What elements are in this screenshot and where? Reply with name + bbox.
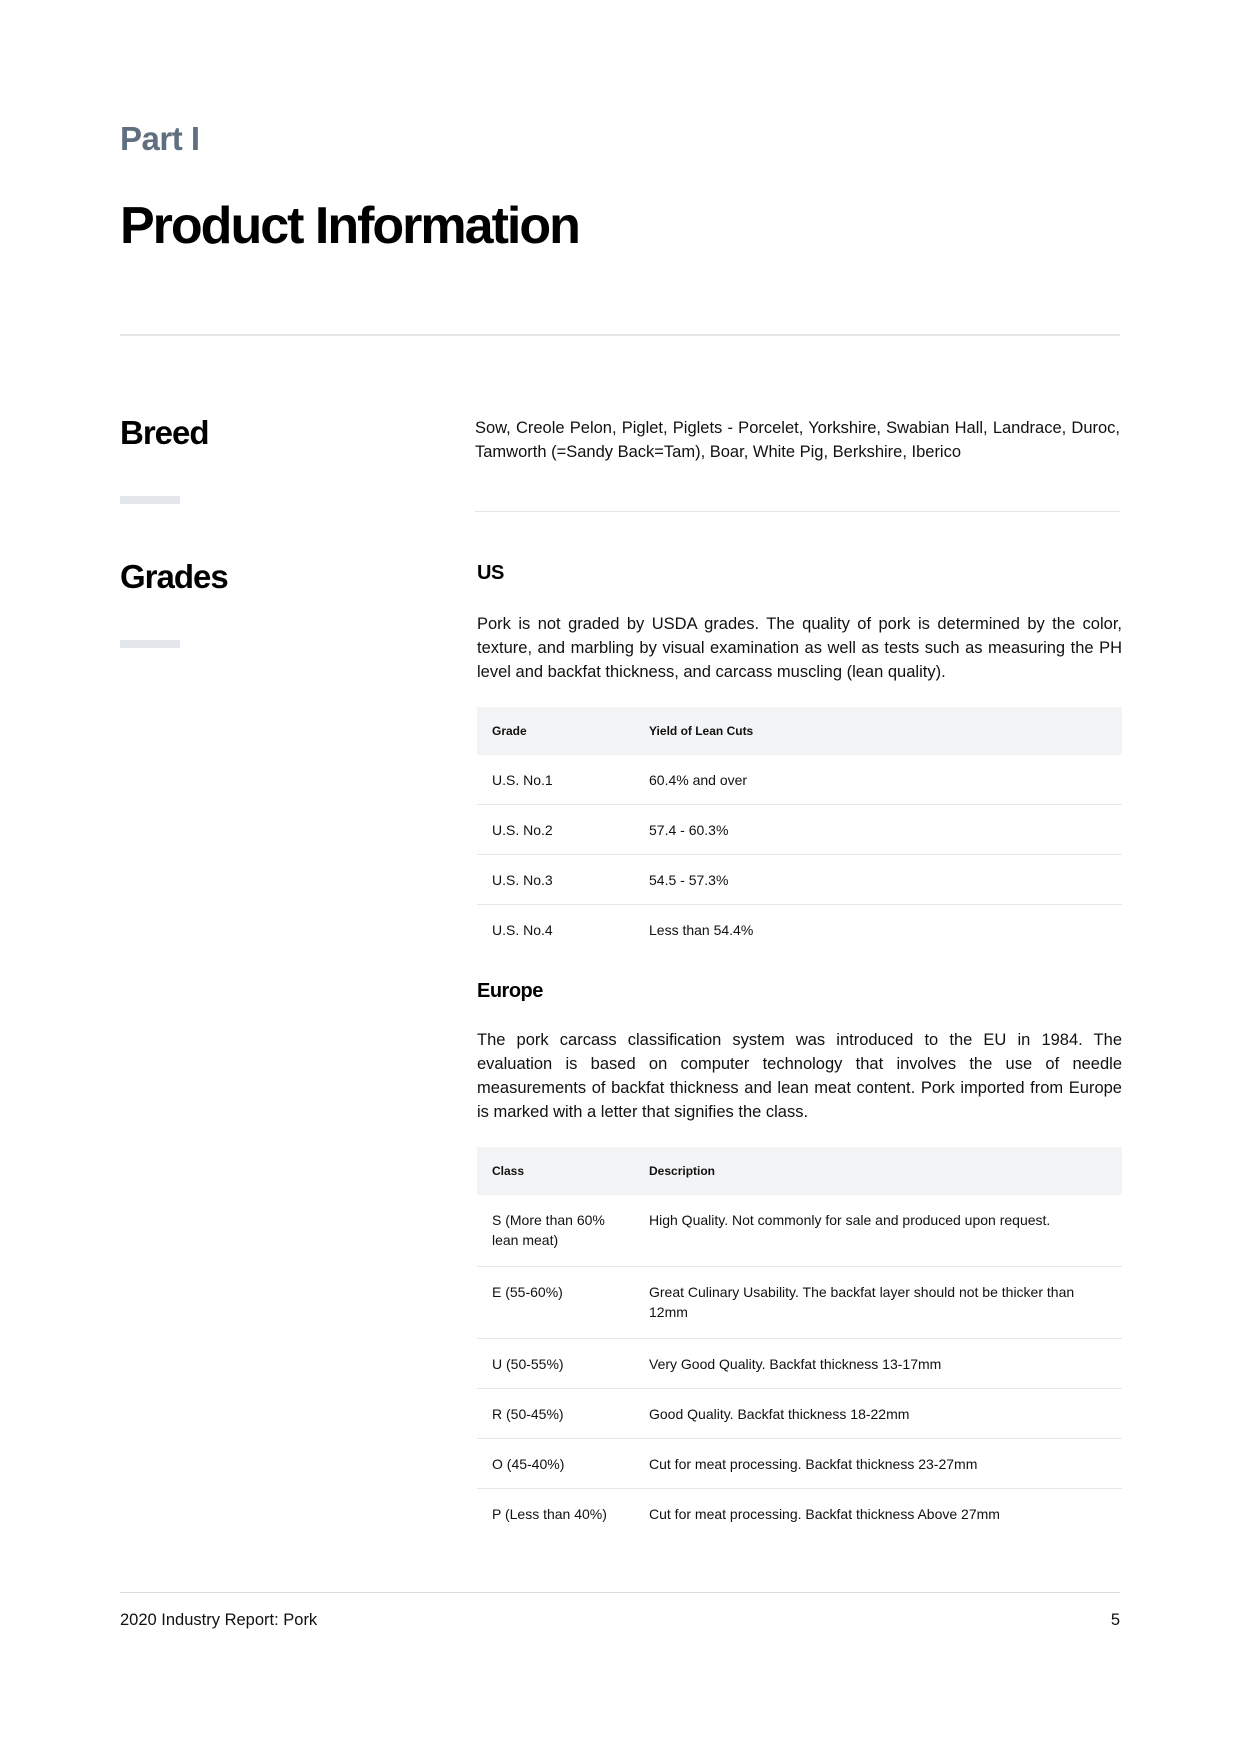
yield-cell: 57.4 - 60.3% (634, 805, 1122, 855)
us-grade-table (477, 707, 1122, 954)
description-cell: Very Good Quality. Backfat thickness 13-17mm (634, 1339, 1122, 1389)
grades-accent-bar (120, 640, 180, 648)
grades-heading: Grades (120, 558, 228, 595)
grade-cell: U.S. No.1 (477, 755, 634, 805)
table-row (477, 1195, 1122, 1267)
table-header-row (477, 707, 1122, 755)
europe-heading: Europe (477, 980, 543, 1002)
table-row (477, 755, 1122, 805)
table-row (477, 1267, 1122, 1339)
breed-list: Sow, Creole Pelon, Piglet, Piglets - Porcelet, Yorkshire, Swabian Hall, Landrace, Duroc, Tamworth (=Sandy Back=Tam), Boar, White Pig, Berkshire, Iberico (475, 419, 1120, 461)
table-row (477, 1439, 1122, 1489)
part-label: Part I (120, 120, 200, 157)
class-cell: E (55-60%) (477, 1267, 634, 1339)
table-header-row (477, 1147, 1122, 1195)
breed-divider (475, 511, 1120, 512)
table-header-cell: Class (477, 1147, 634, 1195)
class-cell: P (Less than 40%) (492, 1505, 607, 1522)
page-number: 5 (1110, 1611, 1120, 1629)
footer-report-title: 2020 Industry Report: Pork (120, 1611, 318, 1629)
grades-content (477, 560, 1122, 1538)
table-header-cell: Grade (477, 707, 634, 755)
table-row (477, 1489, 1122, 1539)
table-header-cell: Description (634, 1147, 1122, 1195)
us-description: Pork is not graded by USDA grades. The quality of pork is determined by the color, texture, and marbling by visual examination as well as tests such as measuring the PH level and backfat thickness, and carcass muscling (lean quality). (477, 615, 1122, 681)
grade-cell: U.S. No.4 (492, 921, 553, 938)
grade-cell: U.S. No.3 (477, 855, 634, 905)
footer-divider (120, 1592, 1120, 1593)
description-cell: Good Quality. Backfat thickness 18-22mm (634, 1389, 1122, 1439)
us-heading: US (477, 562, 504, 584)
table-row (477, 1389, 1122, 1439)
table-header-cell: Yield of Lean Cuts (634, 707, 1122, 755)
class-cell: O (45-40%) (477, 1439, 634, 1489)
grade-cell: U.S. No.2 (477, 805, 634, 855)
europe-class-table (477, 1147, 1122, 1538)
table-row (477, 805, 1122, 855)
europe-description: The pork carcass classification system was introduced to the EU in 1984. The evaluation is based on computer technology that involves the use of needle measurements of backfat thickness and lean meat content. Pork imported from Europe is marked with a letter that signifies the class. (477, 1031, 1122, 1121)
class-cell: R (50-45%) (477, 1389, 634, 1439)
table-row (477, 855, 1122, 905)
description-cell: Great Culinary Usability. The backfat layer should not be thicker than 12mm (634, 1267, 1122, 1339)
breed-heading: Breed (120, 414, 209, 451)
table-row (477, 905, 1122, 955)
breed-accent-bar (120, 496, 180, 504)
yield-cell: 54.5 - 57.3% (634, 855, 1122, 905)
title-divider (120, 334, 1120, 336)
page-title: Product Information (120, 197, 579, 255)
class-cell: S (More than 60% lean meat) (477, 1195, 634, 1267)
description-cell: Cut for meat processing. Backfat thickness 23-27mm (634, 1439, 1122, 1489)
class-cell: U (50-55%) (477, 1339, 634, 1389)
table-row (477, 1339, 1122, 1389)
yield-cell: 60.4% and over (634, 755, 1122, 805)
description-cell: Cut for meat processing. Backfat thickness Above 27mm (649, 1505, 1000, 1522)
description-cell: High Quality. Not commonly for sale and produced upon request. (634, 1195, 1122, 1267)
yield-cell: Less than 54.4% (649, 921, 754, 938)
